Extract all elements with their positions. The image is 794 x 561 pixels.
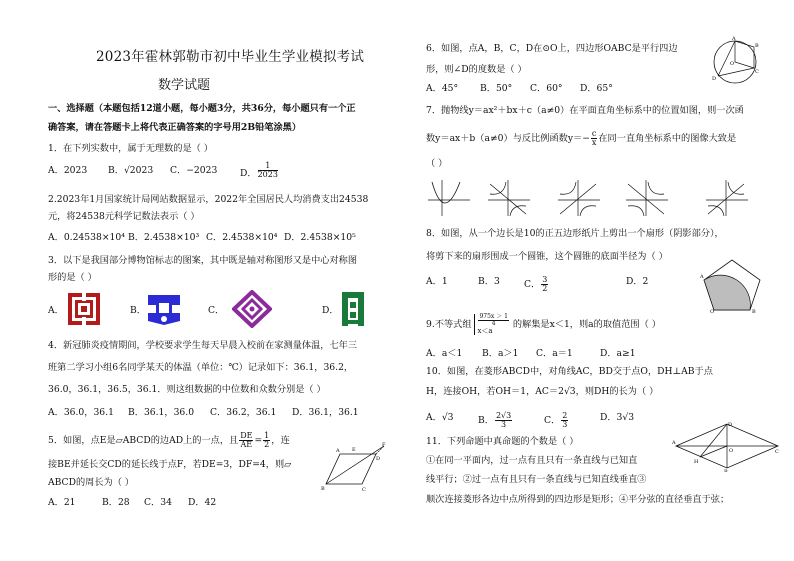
q2-opt-a: A．0.24538×10⁴ bbox=[48, 232, 125, 243]
exam-title: 2023年霍林郭勒市初中毕业生学业模拟考试 bbox=[96, 49, 365, 65]
q10-c-num: 2 bbox=[562, 411, 568, 420]
q5-fraction-2 bbox=[263, 432, 270, 449]
q5-stem-1a: 5．如图，点E是▱ABCD的边AD上的一点，且 bbox=[48, 435, 239, 446]
q5-frac1-den: AE bbox=[240, 440, 253, 449]
q10-opt-b-fraction bbox=[495, 412, 512, 429]
q1-opt-d bbox=[240, 161, 279, 182]
fig10-label-o: O bbox=[729, 448, 734, 454]
q9-stem bbox=[426, 314, 661, 335]
q1-frac-num: 1 bbox=[258, 162, 278, 171]
section-heading: 一、选择题（本题包括12道小题，每小题3分，共36分，每小题只有一个正 bbox=[48, 103, 356, 114]
fig5-label-b: B bbox=[321, 486, 325, 492]
q11-stem-4: 顺次连接菱形各边中点所得到的四边形是矩形；④平分弦的直径垂直于弦； bbox=[426, 494, 730, 505]
fig6-label-a: A bbox=[732, 36, 736, 42]
q9-eq-1 bbox=[477, 314, 509, 327]
q1-stem: 1．在下列实数中，属于无理数的是（ ） bbox=[48, 143, 213, 154]
q8-opt-c-fraction bbox=[541, 276, 548, 293]
q4-opt-b: B．36.1，36.0 bbox=[128, 407, 195, 418]
q3-opt-b: B． bbox=[130, 305, 146, 316]
q3-stem-1: 3．以下是我国部分博物馆标志的图案，其中既是轴对称图形又是中心对称图 bbox=[48, 255, 358, 266]
q10-opt-c-label: C． bbox=[544, 415, 561, 426]
q7-stem-2b: 在同一直角坐标系中的图像大致是 bbox=[598, 133, 737, 144]
q4-opt-c: C．36.2，36.1 bbox=[210, 407, 277, 418]
fig5-label-d: D bbox=[376, 456, 381, 462]
q6-opt-c: C．60° bbox=[530, 83, 563, 94]
fig5-label-f: F bbox=[382, 442, 386, 448]
q2-opt-c: C．2.4538×10⁴ bbox=[206, 232, 278, 243]
q2-stem-2: 元，将24538元科学记数法表示（ ） bbox=[48, 211, 200, 222]
q9-stem-b: 的解集是x＜1，则a的取值范围（ ） bbox=[512, 319, 661, 330]
rhombus-figure bbox=[672, 420, 782, 472]
q9-eq1-den: 4 bbox=[491, 320, 496, 327]
q2-stem-1: 2.2023年1月国家统计局网站数据显示，2022年全国居民人均消费支出24538 bbox=[48, 194, 369, 205]
q6-opt-d: D．65° bbox=[580, 83, 613, 94]
museum-logo-b bbox=[144, 291, 184, 327]
q10-opt-d: D．3√3 bbox=[600, 412, 635, 423]
q1-opt-d-label: D． bbox=[240, 168, 257, 179]
q7-graph-b bbox=[558, 180, 600, 216]
q8-frac-den: 2 bbox=[542, 284, 548, 293]
q8-opt-c bbox=[524, 276, 549, 293]
museum-logo-d bbox=[340, 290, 366, 328]
q8-opt-c-label: C． bbox=[524, 279, 541, 290]
museum-logo-c bbox=[232, 290, 272, 328]
q5-opt-a: A．21 bbox=[48, 497, 76, 508]
q9-opt-c: C．a＝1 bbox=[536, 348, 573, 359]
q8-opt-b: B．3 bbox=[478, 276, 500, 287]
q8-stem-2: 将剪下来的扇形围成一个圆锥，这个圆锥的底面半径为（ ） bbox=[426, 251, 668, 262]
q7-stem-2 bbox=[426, 130, 736, 147]
q3-opt-c: C． bbox=[208, 305, 225, 316]
q5-stem-1c: ，连 bbox=[271, 435, 290, 446]
q5-frac2-num: 1 bbox=[264, 431, 270, 440]
q11-stem-1: 11．下列命题中真命题的个数是（ ） bbox=[426, 436, 579, 447]
q11-stem-2: ①在同一平面内，过一点有且只有一条直线与已知直 bbox=[426, 455, 638, 466]
q8-frac-num: 3 bbox=[542, 275, 548, 284]
q9-opt-a: A．a＜1 bbox=[426, 348, 463, 359]
q7-graph-d bbox=[706, 180, 748, 216]
q10-opt-b-label: B． bbox=[478, 415, 494, 426]
q5-stem-3: ABCD的周长为（ ） bbox=[48, 477, 134, 488]
fig5-label-e: E bbox=[352, 447, 356, 453]
q7-parabola bbox=[428, 180, 470, 216]
fig10-label-b: B bbox=[724, 469, 728, 472]
q7-fraction bbox=[591, 130, 597, 147]
q7-graph-c bbox=[626, 180, 668, 216]
q6-stem-2: 形，则∠D的度数是（ ） bbox=[426, 64, 527, 75]
q7-stem-2a: 数y＝ax＋b（a≠0）与反比例函数y＝− bbox=[426, 133, 590, 144]
q9-eq1-frac bbox=[478, 314, 508, 327]
q10-stem-1: 10．如图，在菱形ABCD中，对角线AC，BD交于点O，DH⊥AB于点 bbox=[426, 366, 713, 377]
q5-stem-2: 接BE并延长交CD的延长线于点F，若DE=3，DF=4，则▱ bbox=[48, 459, 292, 470]
q1-opt-b: B．√2023 bbox=[108, 165, 154, 176]
q3-opt-d: D． bbox=[322, 305, 339, 316]
q7-stem-3: （ ） bbox=[426, 158, 448, 169]
q8-opt-d: D．2 bbox=[626, 276, 649, 287]
q3-opt-a: A． bbox=[48, 305, 64, 316]
q5-eq: = bbox=[254, 435, 263, 446]
q10-stem-2: H，连接OH，若OH＝1，AC＝2√3，则DH的长为（ ） bbox=[426, 386, 659, 397]
q9-stem-a: 9.不等式组 bbox=[426, 319, 472, 330]
fig10-label-a: A bbox=[672, 440, 676, 446]
q9-opt-d: D．a≥1 bbox=[600, 348, 636, 359]
q5-opt-c: C．34 bbox=[144, 497, 172, 508]
fig6-label-o: O bbox=[730, 61, 735, 67]
fig10-label-c: C bbox=[775, 449, 779, 455]
section-heading-2: 确答案，请在答题卡上将代表正确答案的字号用2B铅笔涂黑） bbox=[48, 122, 302, 133]
q7-frac-den: x bbox=[591, 138, 597, 147]
fig10-label-h: H bbox=[694, 459, 699, 465]
q7-stem-1: 7．抛物线y＝ax²＋bx＋c（a≠0）在平面直角坐标系中的位置如图，则一次函 bbox=[426, 105, 744, 116]
q4-stem-1: 4．新冠肺炎疫情期间，学校要求学生每天早晨入校前在家测量体温，七年三 bbox=[48, 340, 358, 351]
q1-frac-den: 2023 bbox=[257, 170, 278, 179]
fig10-label-d: D bbox=[728, 422, 733, 428]
q10-b-num: 2√3 bbox=[495, 411, 512, 420]
q2-opt-d: D．2.4538×10⁵ bbox=[284, 232, 356, 243]
q7-graph-a bbox=[488, 180, 530, 216]
q1-opt-c: C．−2023 bbox=[170, 165, 218, 176]
q10-c-den: 3 bbox=[562, 420, 568, 429]
parallelogram-figure bbox=[318, 440, 388, 496]
q5-opt-b: B．28 bbox=[102, 497, 130, 508]
q2-opt-b: B．2.4538×10³ bbox=[128, 232, 200, 243]
fig8-label-b: B bbox=[752, 309, 756, 314]
q10-b-den: 3 bbox=[501, 420, 507, 429]
q8-opt-a: A．1 bbox=[426, 276, 448, 287]
fig6-label-b: B bbox=[755, 43, 759, 49]
q10-opt-c bbox=[544, 412, 569, 429]
q5-fraction-1 bbox=[239, 432, 253, 449]
q4-opt-d: D．36.1，36.1 bbox=[292, 407, 359, 418]
q6-stem-1: 6．如图，点A，B，C，D在⊙O上，四边形OABC是平行四边 bbox=[426, 43, 678, 54]
q9-eq1-num: 975x ＞ 1 bbox=[479, 313, 508, 320]
pentagon-figure bbox=[700, 256, 764, 314]
fig8-label-a: A bbox=[700, 274, 704, 280]
q6-opt-b: B．50° bbox=[480, 83, 513, 94]
q6-opt-a: A．45° bbox=[426, 83, 459, 94]
fig5-label-c: C bbox=[362, 487, 366, 493]
q8-stem-1: 8．如图，从一个边长是10的正五边形纸片上剪出一个扇形（阴影部分）， bbox=[426, 228, 724, 239]
fig5-label-a: A bbox=[336, 448, 340, 454]
q7-graphs bbox=[426, 178, 778, 218]
q1-opt-a: A．2023 bbox=[48, 165, 88, 176]
exam-subtitle: 数学试题 bbox=[158, 78, 211, 93]
q1-opt-d-fraction bbox=[258, 162, 278, 179]
q11-stem-3: 线平行；②过一点有且只有一条直线与已知直线垂直③ bbox=[426, 474, 647, 485]
q4-stem-3: 36.0，36.1，36.5，36.1．则这组数据的中位数和众数分别是（ ） bbox=[48, 384, 326, 395]
fig6-label-c: C bbox=[755, 69, 759, 75]
fig6-label-d: D bbox=[712, 76, 717, 82]
fig8-label-o: O bbox=[710, 309, 715, 314]
q3-stem-2: 形的是（ ） bbox=[48, 272, 97, 283]
q10-opt-c-fraction bbox=[561, 412, 568, 429]
q5-frac1-num: DE bbox=[240, 431, 253, 440]
q9-opt-b: B．a＞1 bbox=[482, 348, 519, 359]
q7-frac-num: c bbox=[591, 129, 597, 138]
circle-figure bbox=[710, 34, 760, 90]
q9-system bbox=[474, 314, 509, 335]
q10-opt-a: A．√3 bbox=[426, 412, 454, 423]
q9-eq-2: x＜a bbox=[477, 327, 493, 335]
q10-opt-b bbox=[478, 412, 513, 429]
q5-frac2-den: 2 bbox=[264, 440, 270, 449]
q5-opt-d: D．42 bbox=[188, 497, 217, 508]
museum-logo-a bbox=[66, 291, 102, 327]
q4-stem-2: 班第二学习小组6名同学某天的体温（单位：℃）记录如下：36.1，36.2， bbox=[48, 362, 354, 373]
q4-opt-a: A．36.0，36.1 bbox=[48, 407, 114, 418]
q5-stem-1 bbox=[48, 432, 290, 449]
